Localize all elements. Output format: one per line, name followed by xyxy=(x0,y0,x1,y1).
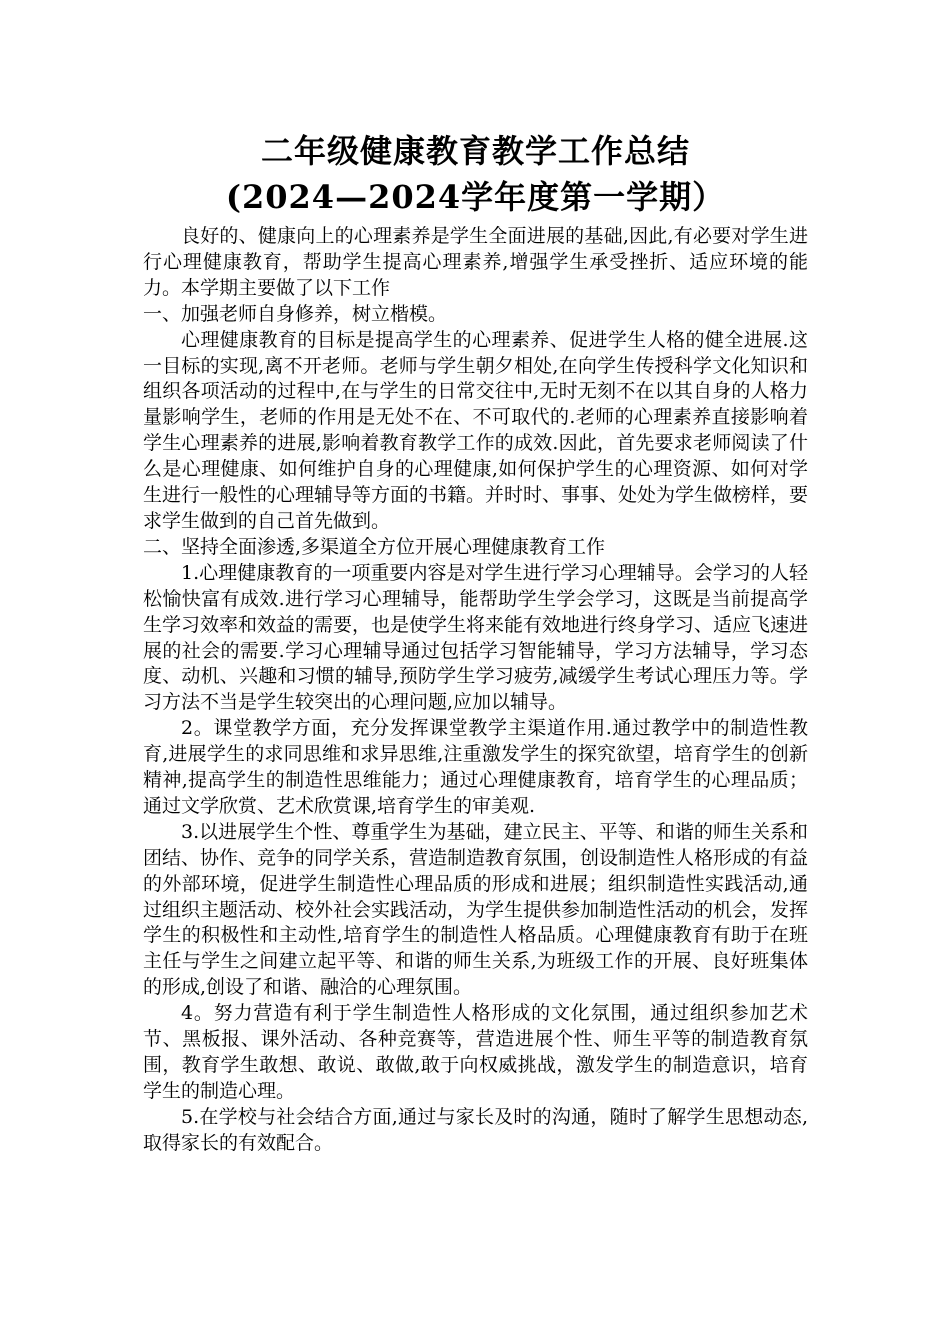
item-4-paragraph: 4。努力营造有利于学生制造性人格形成的文化氛围，通过组织参加艺术节、黑板报、课外活动、各种竞赛等，营造进展个性、师生平等的制造教育氛围，教育学生敢想、敢说、敢做,敢于向权威挑战，激发学生的制造意识，培育学生的制造心理。 xyxy=(143,1002,808,1102)
document-subtitle: (2024—2024学年度第一学期） xyxy=(225,178,726,216)
section-1-paragraph: 心理健康教育的目标是提高学生的心理素养、促进学生人格的健全进展.这一目标的实现,离不开老师。老师与学生朝夕相处,在向学生传授科学文化知识和组织各项活动的过程中,在与学生的日常交往中,无时无刻不在以其自身的人格力量影响学生，老师的作用是无处不在、不可取代的.老师的心理素养直接影响着学生心理素养的进展,影响着教育教学工作的成效.因此，首先要求老师阅读了什么是心理健康、如何维护自身的心理健康,如何保护学生的心理资源、如何对学生进行一般性的心理辅导等方面的书籍。并时时、事事、处处为学生做榜样，要求学生做到的自己首先做到。 xyxy=(143,328,809,532)
item-3-paragraph: 3.以进展学生个性、尊重学生为基础，建立民主、平等、和谐的师生关系和团结、协作、竞争的同学关系，营造制造教育氛围，创设制造性人格形成的有益的外部环境，促进学生制造性心理品质的形成和进展；组织制造性实践活动,通过组织主题活动、校外社会实践活动，为学生提供参加制造性活动的机会，发挥学生的积极性和主动性,培育学生的制造性人格品质。心理健康教育有助于在班主任与学生之间建立起平等、和谐的师生关系,为班级工作的开展、良好班集体的形成,创设了和谐、融洽的心理氛围。 xyxy=(143,820,809,999)
section-heading-2: 二、坚持全面渗透,多渠道全方位开展心理健康教育工作 xyxy=(143,535,606,558)
item-2-paragraph: 2。课堂教学方面，充分发挥课堂教学主渠道作用.通过教学中的制造性教育,进展学生的求同思维和求异思维,注重激发学生的探究欲望，培育学生的创新精神,提高学生的制造性思维能力；通过心理健康教育，培育学生的心理品质；通过文学欣赏、艺术欣赏课,培育学生的审美观. xyxy=(143,717,808,817)
document-body xyxy=(143,224,808,1157)
item-5-paragraph: 5.在学校与社会结合方面,通过与家长及时的沟通，随时了解学生思想动态,取得家长的有效配合。 xyxy=(143,1105,808,1154)
section-heading-1: 一、加强老师自身修养，树立楷模。 xyxy=(143,302,448,325)
intro-paragraph: 良好的、健康向上的心理素养是学生全面进展的基础,因此,有必要对学生进行心理健康教育，帮助学生提高心理素养,增强学生承受挫折、适应环境的能力。本学期主要做了以下工作 xyxy=(143,225,808,299)
item-1-paragraph: 1.心理健康教育的一项重要内容是对学生进行学习心理辅导。会学习的人轻松愉快富有成效.进行学习心理辅导，能帮助学生学会学习，这既是当前提高学生学习效率和效益的需要，也是使学生将来能有效地进行终身学习、适应飞速进展的社会的需要.学习心理辅导通过包括学习智能辅导，学习方法辅导，学习态度、动机、兴趣和习惯的辅导,预防学生学习疲劳,减缓学生考试心理压力等。学习方法不当是学生较突出的心理问题,应加以辅导。 xyxy=(143,561,809,714)
document-page xyxy=(143,128,808,1157)
document-title: 二年级健康教育教学工作总结 xyxy=(260,132,690,170)
